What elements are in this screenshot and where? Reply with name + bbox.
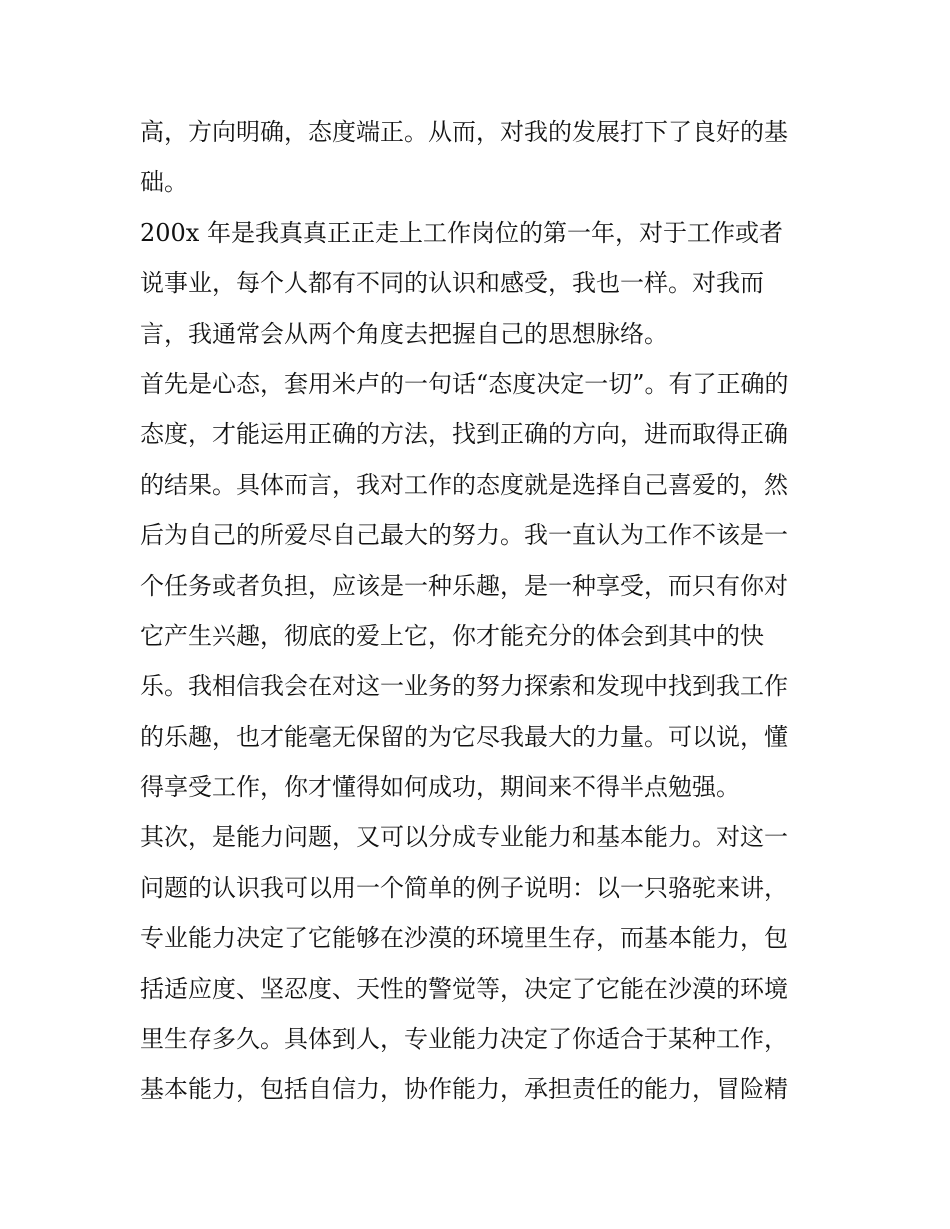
text-line: 说事业，每个人都有不同的认识和感受，我也一样。对我而	[140, 269, 764, 298]
text-line: 态度，才能运用正确的方法，找到正确的方向，进而取得正确	[140, 420, 788, 449]
text-line: 基本能力，包括自信力，协作能力，承担责任的能力，冒险精	[140, 1075, 788, 1104]
text-line: 的乐趣，也才能毫无保留的为它尽我最大的力量。可以说，懂	[140, 722, 788, 751]
text-line: 高，方向明确，态度端正。从而，对我的发展打下了良好的基	[140, 118, 788, 146]
text-line: 首先是心态，套用米卢的一句话“态度决定一切”。有了正确的	[140, 369, 789, 398]
text-line: 个任务或者负担，应该是一种乐趣，是一种享受，而只有你对	[140, 571, 788, 600]
body-text	[140, 107, 820, 1115]
text-line: 专业能力决定了它能够在沙漠的环境里生存，而基本能力，包	[140, 924, 788, 953]
text-line: 括适应度、坚忍度、天性的警觉等，决定了它能在沙漠的环境	[140, 974, 788, 1003]
text-line: 其次，是能力问题，又可以分成专业能力和基本能力。对这一	[140, 823, 788, 852]
text-line: 言，我通常会从两个角度去把握自己的思想脉络。	[140, 319, 668, 348]
text-line: 后为自己的所爱尽自己最大的努力。我一直认为工作不该是一	[140, 521, 788, 550]
text-line: 200x 年是我真真正正走上工作岗位的第一年，对于工作或者	[140, 218, 783, 247]
text-line: 的结果。具体而言，我对工作的态度就是选择自己喜爱的，然	[140, 470, 788, 499]
text-line: 得享受工作，你才懂得如何成功，期间来不得半点勉强。	[140, 773, 740, 802]
text-line: 础。	[140, 168, 188, 197]
text-line: 乐。我相信我会在对这一业务的努力探索和发现中找到我工作	[140, 672, 788, 701]
text-line: 它产生兴趣，彻底的爱上它，你才能充分的体会到其中的快	[140, 621, 764, 650]
text-line: 里生存多久。具体到人，专业能力决定了你适合于某种工作，	[140, 1025, 788, 1054]
text-line: 问题的认识我可以用一个简单的例子说明：以一只骆驼来讲，	[140, 873, 788, 902]
